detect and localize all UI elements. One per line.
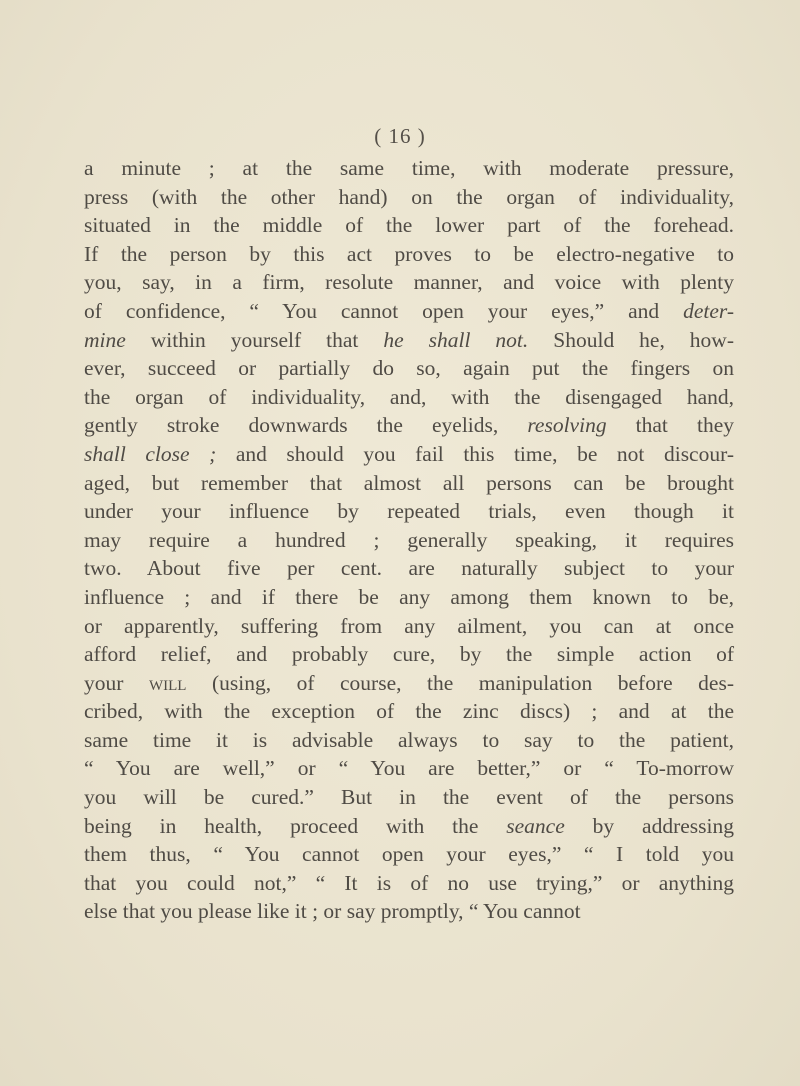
- page-number: ( 16 ): [374, 124, 426, 148]
- text-run: cribed, with the exception of the zinc discs) ; and at the: [84, 699, 734, 724]
- text-line: [84, 669, 734, 698]
- text-run: that you could not,” “ It is of no use trying,” or anything: [84, 870, 734, 895]
- text-line: [84, 268, 734, 297]
- text-line: [84, 183, 734, 212]
- text-run: under your influence by repeated trials, even though it: [84, 499, 734, 524]
- text-run: (using, of course, the manipulation before des-: [186, 670, 734, 695]
- text-run: the organ of individuality, and, with the disengaged hand,: [84, 384, 734, 409]
- text-run: and should you fail this time, be not discour-: [216, 441, 734, 466]
- text-run: you, say, in a firm, resolute manner, and voice with plenty: [84, 270, 734, 295]
- text-line: [84, 354, 734, 383]
- text-line: [84, 726, 734, 755]
- text-run: gently stroke downwards the eyelids,: [84, 413, 528, 438]
- text-run: If the person by this act proves to be electro-negative to: [84, 241, 734, 266]
- text-line: [84, 154, 734, 183]
- text-line: [84, 840, 734, 869]
- text-line: [84, 583, 734, 612]
- italic-text-run: resolving: [527, 413, 607, 438]
- text-run: press (with the other hand) on the organ of individuality,: [84, 184, 734, 209]
- text-run: that they: [606, 413, 734, 438]
- text-run: afford relief, and probably cure, by the simple action of: [84, 642, 734, 667]
- text-line: [84, 440, 734, 469]
- text-run: them thus, “ You cannot open your eyes,” “ I told you: [84, 842, 734, 867]
- text-line: [84, 869, 734, 898]
- text-line: [84, 754, 734, 783]
- text-run: may require a hundred ; generally speaking, it requires: [84, 527, 734, 552]
- text-line: [84, 526, 734, 555]
- text-run: ever, succeed or partially do so, again put the fingers on: [84, 356, 734, 381]
- text-line: [84, 326, 734, 355]
- text-run: situated in the middle of the lower part of the forehead.: [84, 213, 734, 238]
- italic-text-run: deter-: [683, 298, 734, 323]
- italic-text-run: mine: [84, 327, 126, 352]
- italic-text-run: he shall not.: [383, 327, 529, 352]
- text-run: you will be cured.” But in the event of the persons: [84, 785, 734, 810]
- text-run: else that you please like it ; or say promptly, “ You cannot: [84, 899, 581, 924]
- text-line: [84, 697, 734, 726]
- text-run: Should he, how-: [528, 327, 734, 352]
- text-line: [84, 240, 734, 269]
- text-run: a minute ; at the same time, with moderate pressure,: [84, 156, 734, 180]
- text-line: [84, 411, 734, 440]
- text-line: [84, 469, 734, 498]
- text-line: [84, 497, 734, 526]
- text-run: being in health, proceed with the: [84, 813, 507, 838]
- text-line: [84, 612, 734, 641]
- text-run: same time it is advisable always to say to the patient,: [84, 727, 734, 752]
- text-run: your: [84, 670, 149, 695]
- text-run: two. About five per cent. are naturally subject to your: [84, 556, 734, 581]
- text-run: aged, but remember that almost all persons can be brought: [84, 470, 734, 495]
- text-run: “ You are well,” or “ You are better,” or “ To-morrow: [84, 756, 734, 781]
- text-line: [84, 383, 734, 412]
- text-run: influence ; and if there be any among them known to be,: [84, 584, 734, 609]
- text-line: [84, 783, 734, 812]
- text-run: within yourself that: [125, 327, 384, 352]
- text-run: of confidence, “ You cannot open your eyes,” and: [84, 298, 684, 323]
- text-line: [84, 297, 734, 326]
- italic-text-run: shall close ;: [84, 441, 217, 466]
- text-run: or apparently, suffering from any ailment, you can at once: [84, 613, 734, 638]
- body-text: [84, 154, 734, 926]
- text-line: [84, 640, 734, 669]
- small-caps-text-run: will: [148, 670, 187, 695]
- text-line: [84, 211, 734, 240]
- text-line: [84, 554, 734, 583]
- italic-text-run: seance: [506, 813, 565, 838]
- text-line: [84, 897, 734, 926]
- text-run: by addressing: [564, 813, 734, 838]
- text-line: [84, 812, 734, 841]
